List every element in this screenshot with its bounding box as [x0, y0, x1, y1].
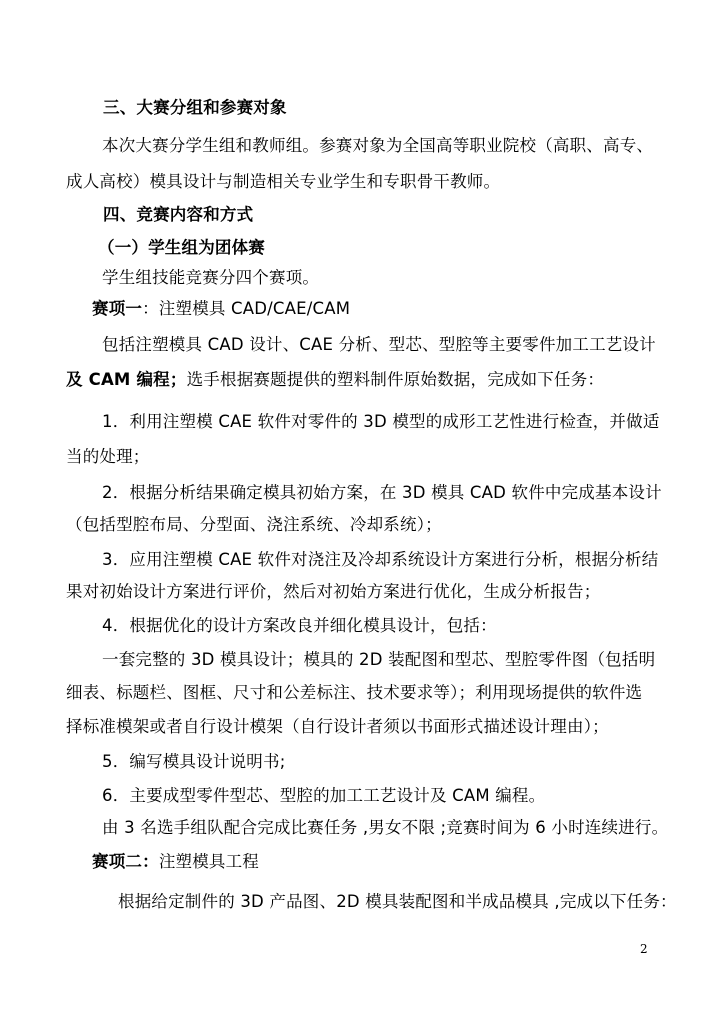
paragraph-line: 学生组技能竞赛分四个赛项。 [102, 268, 320, 287]
page-number: 2 [640, 942, 648, 956]
task-item: 5．编写模具设计说明书; [102, 752, 286, 771]
paragraph-line: 一套完整的 3D 模具设计；模具的 2D 装配图和型芯、型腔零件图（包括明 [102, 650, 656, 669]
paragraph-line: 成人高校）模具设计与制造相关专业学生和专职骨干教师。 [66, 172, 501, 191]
task-item: 2．根据分析结果确定模具初始方案，在 3D 模具 CAD 软件中完成基本设计 [102, 483, 662, 502]
task-intro-text: 选手根据赛题提供的塑料制件原始数据，完成如下任务： [186, 370, 605, 389]
section-heading-3: 三、大赛分组和参赛对象 [103, 98, 287, 117]
task-item-continuation: （包括型腔布局、分型面、浇注系统、冷却系统）； [66, 515, 442, 534]
paragraph-line: 由 3 名选手组队配合完成比赛任务 ,男女不限 ;竞赛时间为 6 小时连续进行。 [102, 818, 669, 837]
cam-programming-label: 及 CAM 编程； [66, 370, 187, 389]
event-2-title: 注塑模具工程 [158, 852, 260, 871]
event-1-label: 赛项一 [92, 299, 143, 318]
section-heading-4: 四、竞赛内容和方式 [103, 205, 254, 224]
paragraph-line: 根据给定制件的 3D 产品图、2D 模具装配图和半成品模具 ,完成以下任务： [118, 892, 677, 911]
task-item: 4．根据优化的设计方案改良并细化模具设计，包括： [102, 616, 497, 635]
paragraph-line: 包括注塑模具 CAD 设计、CAE 分析、型芯、型腔等主要零件加工工艺设计 [102, 335, 656, 354]
paragraph-line: 细表、标题栏、图框、尺寸和公差标注、技术要求等）；利用现场提供的软件选 [66, 683, 643, 702]
event-1-title: ：注塑模具 CAD/CAE/CAM [142, 299, 351, 318]
subsection-heading: （一）学生组为团体赛 [98, 238, 265, 257]
task-item: 1．利用注塑模 CAE 软件对零件的 3D 模型的成形工艺性进行检查，并做适 [102, 412, 660, 431]
event-2-label: 赛项二： [92, 852, 159, 871]
paragraph-line: 本次大赛分学生组和教师组。参赛对象为全国高等职业院校（高职、高专、 [102, 136, 654, 155]
task-item-continuation: 果对初始设计方案进行评价，然后对初始方案进行优化，生成分析报告； [66, 582, 601, 601]
paragraph-line [66, 364, 713, 396]
paragraph-line: 择标准模架或者自行设计模架（自行设计者须以书面形式描述设计理由）； [66, 717, 609, 736]
task-item: 6．主要成型零件型芯、型腔的加工工艺设计及 CAM 编程。 [102, 786, 546, 805]
event-1-heading [92, 293, 713, 325]
task-item-continuation: 当的处理； [66, 447, 150, 466]
event-2-heading [92, 846, 713, 878]
task-item: 3．应用注塑模 CAE 软件对浇注及冷却系统设计方案进行分析，根据分析结 [102, 550, 659, 569]
